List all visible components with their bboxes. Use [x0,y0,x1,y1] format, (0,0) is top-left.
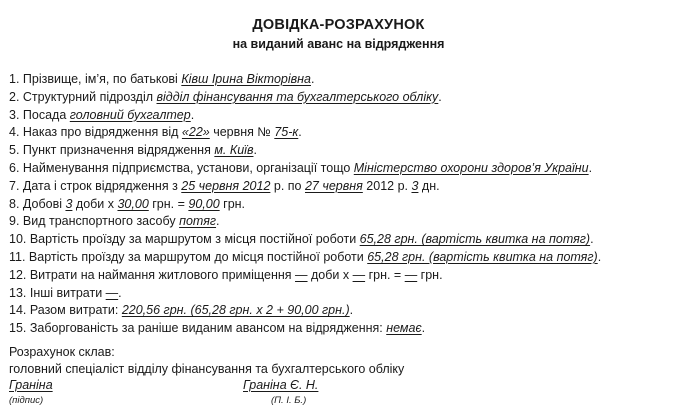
item-other-expenses: 13. Інші витрати —. [9,285,122,300]
item-prior-advance-debt: 15. Заборгованість за раніше виданим авансом на відрядження: немає. [9,321,426,336]
item-label: 9. Вид транспортного засобу [9,214,180,229]
per-diem-total: 90,00 [188,196,220,211]
item-label: 3. Посада [9,107,70,122]
signature-block [9,344,674,408]
outbound-cost-value: 65,28 грн. (вартість квитка на потяг) [359,232,591,247]
item-label: 12. Витрати на наймання житлового приміщення [9,267,296,282]
trip-start-date: 25 червня 2012 [181,178,271,193]
name-caption: (П. І. Б.) [271,395,307,406]
item-travel-cost-return: 11. Вартість проїзду за маршрутом до місця постійної роботи 65,28 грн. (вартість квитка на потяг). [9,249,602,264]
preparer-full-name: Граніна Є. Н. [243,378,319,392]
item-label: 1. Прізвище, ім’я, по батькові [9,72,182,86]
item-label: 10. Вартість проїзду за маршрутом з місця постійної роботи [9,232,360,247]
document-subtitle: на виданий аванс на відрядження [232,37,445,51]
organization-value: Міністерство охорони здоров’я України [353,160,589,175]
item-full-name: 1. Прізвище, ім’я, по батькові Ківш Ірина Вікторівна. [9,72,315,86]
total-expenses-value: 220,56 грн. (65,28 грн. х 2 + 90,00 грн.) [121,303,350,318]
item-label: 15. Заборгованість за раніше виданим авансом на відрядження: [9,321,387,336]
prepared-by-label: Розрахунок склав: [9,345,115,359]
document-title: ДОВІДКА-РОЗРАХУНОК [252,17,425,33]
other-expenses-value: — [105,285,119,300]
item-organization: 6. Найменування підприємства, установи, організації тощо Міністерство охорони здоров’я України. [9,160,593,175]
order-date: «22» [181,125,210,140]
department-value: відділ фінансування та бухгалтерського обліку [156,89,439,104]
employee-name: Ківш Ірина Вікторівна [181,72,311,86]
caption-row [9,394,674,408]
per-diem-days: 3 [65,196,73,211]
item-destination: 5. Пункт призначення відрядження м. Київ. [9,143,257,158]
transport-value: потяг [179,214,217,229]
item-transport-type: 9. Вид транспортного засобу потяг. [9,214,220,229]
item-label: 4. Наказ про відрядження від [9,125,182,140]
item-label: 13. Інші витрати [9,285,106,300]
preparer-position: головний спеціаліст відділу фінансування та бухгалтерського обліку [9,362,405,376]
trip-days: 3 [411,178,419,193]
order-number: 75-к [274,125,299,140]
item-label: 6. Найменування підприємства, установи, організації тощо [9,160,354,175]
item-department: 2. Структурний підрозділ відділ фінансування та бухгалтерського обліку. [9,89,442,104]
item-travel-cost-outbound: 10. Вартість проїзду за маршрутом з місця постійної роботи 65,28 грн. (вартість квитка на потяг). [9,232,594,247]
trip-end-date: 27 червня [304,178,363,193]
per-diem-rate: 30,00 [117,196,149,211]
accommodation-rate: — [352,267,366,282]
items-list [9,71,674,338]
item-label: 14. Разом витрати: [9,303,122,318]
item-label: 7. Дата і строк відрядження з [9,178,182,193]
item-per-diem: 8. Добові 3 доби х 30,00 грн. = 90,00 грн. [9,196,246,211]
position-value: головний бухгалтер [69,107,191,122]
item-total-expenses: 14. Разом витрати: 220,56 грн. (65,28 грн. х 2 + 90,00 грн.). [9,303,354,318]
item-label: 2. Структурний підрозділ [9,89,157,104]
accommodation-total: — [404,267,418,282]
signature: Граніна [9,378,53,392]
return-cost-value: 65,28 грн. (вартість квитка на потяг) [367,249,598,264]
item-accommodation: 12. Витрати на наймання житлового приміщення — доби х — грн. = — грн. [9,267,443,282]
destination-value: м. Київ [214,143,254,158]
item-label: 11. Вартість проїзду за маршрутом до місця постійної роботи [9,249,368,264]
signature-row [9,378,674,394]
prior-debt-value: немає [386,321,422,336]
item-position: 3. Посада головний бухгалтер. [9,107,195,122]
item-order: 4. Наказ про відрядження від «22» червня № 75-к. [9,125,302,140]
signature-caption: (підпис) [9,395,44,406]
item-trip-dates: 7. Дата і строк відрядження з 25 червня 2012 р. по 27 червня 2012 р. 3 дн. [9,178,440,193]
item-label: 8. Добові [9,196,66,211]
accommodation-days: — [295,267,308,282]
item-label: 5. Пункт призначення відрядження [9,143,215,158]
